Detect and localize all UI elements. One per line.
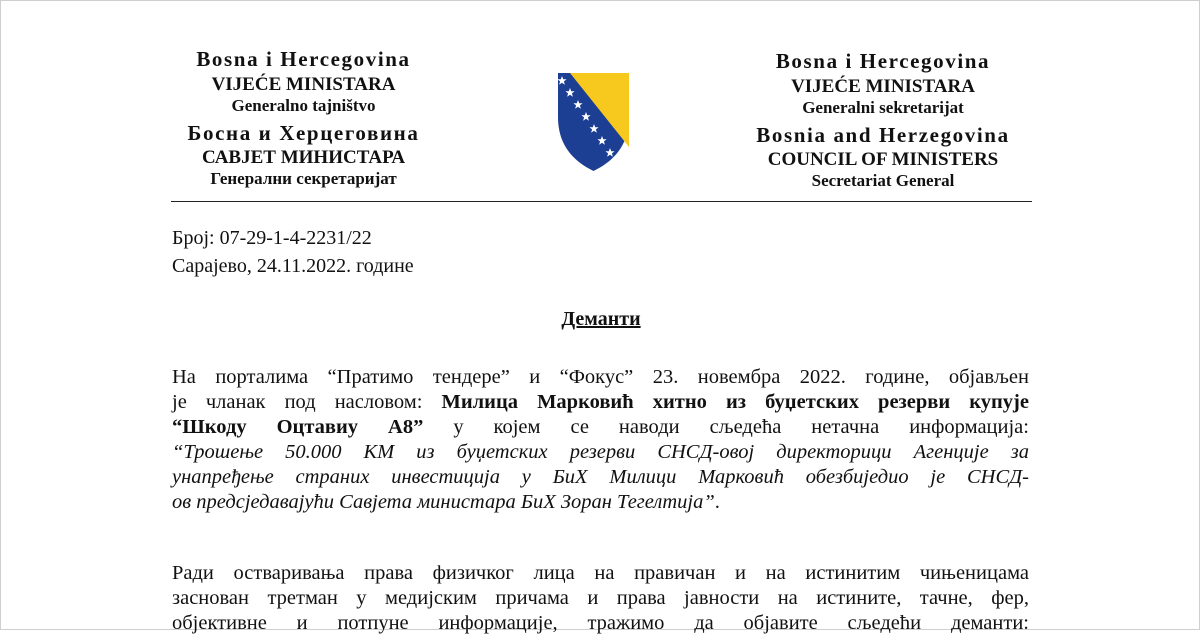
paragraph-1-line-3-text: у којем се наводи сљедећа нетачна информација:: [423, 416, 1029, 438]
quote-line-3: ов предсједавајући Савјета министара БиХ Зоран Тегелтија”: [172, 491, 715, 513]
paragraph-1-end: .: [714, 491, 720, 513]
quote-line-2: унапређење страних инвестиција у БиХ Милици Марковић обезбиједио је СНСД-: [172, 466, 1029, 488]
header-left-line3: Generalno tajništvo: [231, 95, 376, 115]
header-right-line6: Secretariat General: [811, 171, 955, 191]
paragraph-1-line-2-text: је чланак под насловом:: [172, 391, 442, 413]
header-right-line3: Generalni sekretarijat: [802, 97, 964, 117]
quote-line-1: “Трошење 50.000 КМ из буџетских резерви СНСД-овој директорици Агенције за: [172, 441, 1029, 463]
paragraph-1: [172, 365, 1029, 515]
document-meta: [172, 224, 414, 280]
paragraph-2-line-1: Ради остваривања права физичког лица на правичан и на истинитим чињеницама: [172, 562, 1029, 584]
article-headline-part-1: Милица Марковић хитно из буџетских резерви купује: [441, 391, 1029, 413]
document-place-date: Сарајево, 24.11.2022. године: [172, 255, 414, 277]
document-number: Број: 07-29-1-4-2231/22: [172, 227, 372, 249]
header-right-line1: Bosna i Hercegovina: [775, 49, 991, 73]
article-headline-part-2: “Шкоду Оцтавиу А8”: [172, 416, 424, 438]
header-left: [161, 47, 446, 190]
paragraph-2-line-2: заснован третман у медијским причама и права јавности на истините, тачне, фер,: [172, 587, 1029, 609]
paragraph-1-line-6: [172, 490, 1029, 515]
paragraph-1-line-5: [172, 465, 1029, 490]
paragraph-2-line-3: објективне и потпуне информације, тражимо да објавите сљедећи деманти:: [172, 612, 1029, 634]
header-right-line5: COUNCIL OF MINISTERS: [767, 149, 999, 171]
header-left-line6: Генерални секретаријат: [210, 169, 397, 189]
document-title: Деманти: [561, 308, 641, 330]
coat-of-arms-icon: [556, 71, 631, 173]
header-left-line1: Bosna i Hercegovina: [196, 47, 411, 71]
header-left-line2: VIJEĆE MINISTARA: [211, 73, 396, 95]
header-left-line4: Босна и Херцеговина: [187, 120, 420, 145]
paragraph-2: [172, 561, 1029, 636]
paragraph-1-line-1: На порталима “Пратимо тендере” и “Фокус” 23. новембра 2022. године, објављен: [172, 366, 1029, 388]
paragraph-1-line-2: [172, 390, 1029, 415]
header-left-line5: САВЈЕТ МИНИСТАРА: [201, 147, 406, 169]
paragraph-1-line-3: [172, 415, 1029, 440]
header-right-line4: Bosnia and Herzegovina: [756, 122, 1010, 147]
paragraph-1-line-4: [172, 440, 1029, 465]
header-divider: [171, 201, 1032, 202]
header-right: [733, 49, 1033, 192]
header-right-line2: VIJEĆE MINISTARA: [791, 75, 975, 97]
